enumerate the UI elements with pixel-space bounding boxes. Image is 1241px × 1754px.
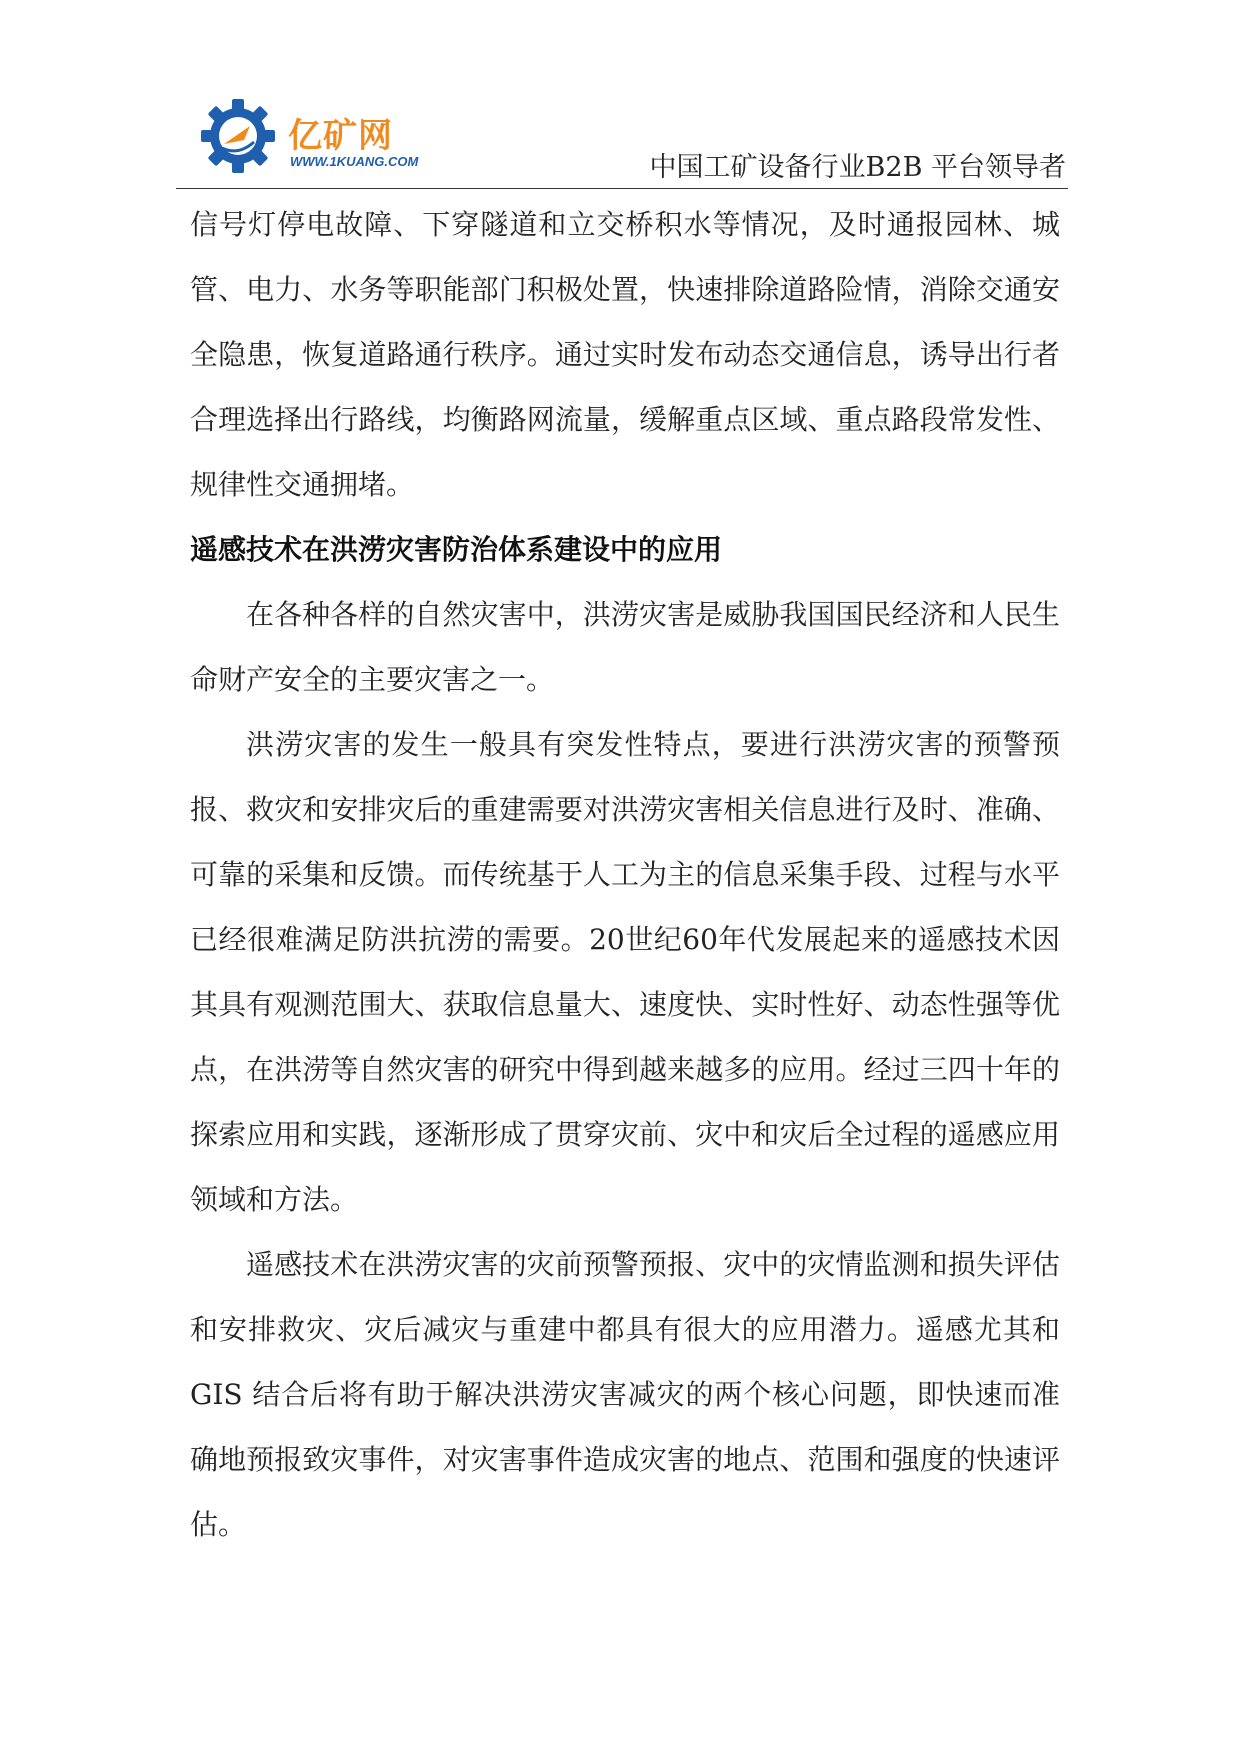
site-logo (200, 98, 460, 178)
paragraph-2: 洪涝灾害的发生一般具有突发性特点，要进行洪涝灾害的预警预报、救灾和安排灾后的重建需要对洪涝灾害相关信息进行及时、准确、可靠的采集和反馈。而传统基于人工为主的信息采集手段、过程与水平已经很难满足防洪抗涝的需要。20世纪60年代发展起来的遥感技术因其具有观测范围大、获取信息量大、速度快、实时性好、动态性强等优点，在洪涝等自然灾害的研究中得到越来越多的应用。经过三四十年的探索应用和实践，逐渐形成了贯穿灾前、灾中和灾后全过程的遥感应用领域和方法。 (190, 728, 1060, 1216)
page-header (176, 92, 1068, 189)
paragraph-continued: 信号灯停电故障、下穿隧道和立交桥积水等情况，及时通报园林、城管、电力、水务等职能部门积极处置，快速排除道路险情，消除交通安全隐患，恢复道路通行秩序。通过实时发布动态交通信息，诱导出行者合理选择出行路线，均衡路网流量，缓解重点区域、重点路段常发性、规律性交通拥堵。 (190, 208, 1060, 501)
gear-logo-icon (200, 98, 276, 174)
paragraph-1: 在各种各样的自然灾害中，洪涝灾害是威胁我国国民经济和人民生命财产安全的主要灾害之一。 (190, 598, 1060, 696)
logo-text: 亿矿网 (288, 116, 393, 156)
document-body (190, 192, 1060, 1557)
logo-url: WWW.1KUANG.COM (290, 154, 419, 169)
section-heading: 遥感技术在洪涝灾害防治体系建设中的应用 (190, 533, 723, 566)
header-tagline: 中国工矿设备行业B2B 平台领导者 (649, 152, 1066, 183)
paragraph-3: 遥感技术在洪涝灾害的灾前预警预报、灾中的灾情监测和损失评估和安排救灾、灾后减灾与重建中都具有很大的应用潜力。遥感尤其和GIS 结合后将有助于解决洪涝灾害减灾的两个核心问题，即快速而准确地预报致灾事件，对灾害事件造成灾害的地点、范围和强度的快速评估。 (190, 1248, 1060, 1541)
